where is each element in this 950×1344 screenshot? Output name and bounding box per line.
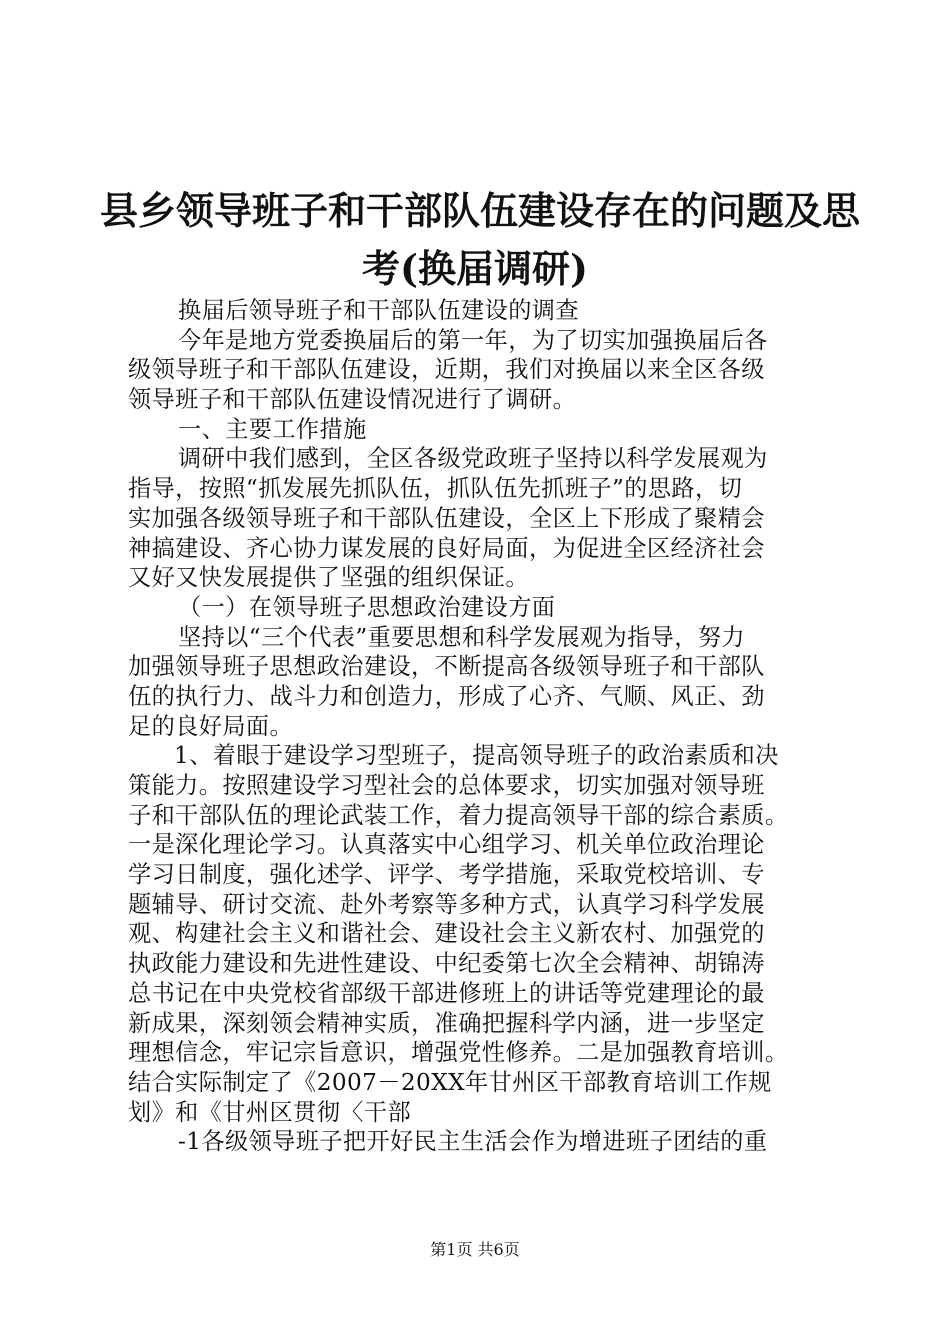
body-line: 调研中我们感到，全区各级党政班子坚持以科学发展观为: [178, 445, 768, 473]
body-line: 策能力。按照建设学习型社会的总体要求，切实加强对领导班: [128, 772, 765, 799]
body-line: 理想信念，牢记宗旨意识，增强党性修养。二是加强教育培训。: [128, 1039, 789, 1067]
body-line: 结合实际制定了《2007－20XX年甘州区干部教育培训工作规: [128, 1068, 772, 1096]
body-line: 级领导班子和干部队伍建设，近期，我们对换届以来全区各级: [128, 356, 765, 384]
body-line: 今年是地方党委换届后的第一年，为了切实加强换届后各: [178, 326, 768, 354]
subtitle-line: 换届后领导班子和干部队伍建设的调查: [178, 297, 579, 324]
body-line: 新成果，深刻领会精神实质，准确把握科学内涵，进一步坚定: [128, 1009, 765, 1037]
body-line: 加强领导班子思想政治建设，不断提高各级领导班子和干部队: [128, 653, 765, 681]
body-line: 足的良好局面。: [128, 712, 294, 740]
document-title-line-2: 考(换届调研): [362, 246, 588, 291]
body-line: 学习日制度，强化述学、评学、考学措施，采取党校培训、专: [128, 861, 765, 889]
section-heading: 一、主要工作措施: [178, 415, 367, 443]
body-line: 指导，按照“抓发展先抓队伍，抓队伍先抓班子”的思路，切: [128, 475, 743, 503]
body-line: 实加强各级领导班子和干部队伍建设，全区上下形成了聚精会: [128, 504, 765, 532]
document-body: [128, 296, 828, 1157]
body-line: 划》和《甘州区贯彻〈干部: [128, 1098, 412, 1126]
body-line: 伍的执行力、战斗力和创造力，形成了心齐、气顺、风正、劲: [128, 682, 765, 710]
body-line: 神搞建设、齐心协力谋发展的良好局面，为促进全区经济社会: [128, 534, 765, 562]
body-line: 观、构建社会主义和谐社会、建设社会主义新农村、加强党的: [128, 920, 765, 948]
body-line: 执政能力建设和先进性建设、中纪委第七次全会精神、胡锦涛: [128, 950, 765, 978]
body-line: 一是深化理论学习。认真落实中心组学习、机关单位政治理论: [128, 831, 765, 859]
body-line: 领导班子和干部队伍建设情况进行了调研。: [128, 386, 577, 414]
document-title-line-1: 县乡领导班子和干部队伍建设存在的问题及思: [100, 188, 861, 233]
page-footer: 第1页 共6页: [430, 1240, 520, 1259]
body-line: 又好又快发展提供了坚强的组织保证。: [128, 564, 529, 592]
body-line: 坚持以“三个代表”重要思想和科学发展观为指导，努力: [178, 623, 746, 651]
body-line: 题辅导、研讨交流、赴外考察等多种方式，认真学习科学发展: [128, 890, 765, 918]
subsection-heading: （一）在领导班子思想政治建设方面: [178, 593, 556, 621]
body-line: -1各级领导班子把开好民主生活会作为增进班子团结的重: [178, 1128, 768, 1156]
body-line: 子和干部队伍的理论武装工作，着力提高领导干部的综合素质。: [128, 801, 789, 829]
body-line: 1、着眼于建设学习型班子，提高领导班子的政治素质和决: [174, 742, 779, 770]
body-line: 总书记在中央党校省部级干部进修班上的讲话等党建理论的最: [128, 979, 765, 1007]
